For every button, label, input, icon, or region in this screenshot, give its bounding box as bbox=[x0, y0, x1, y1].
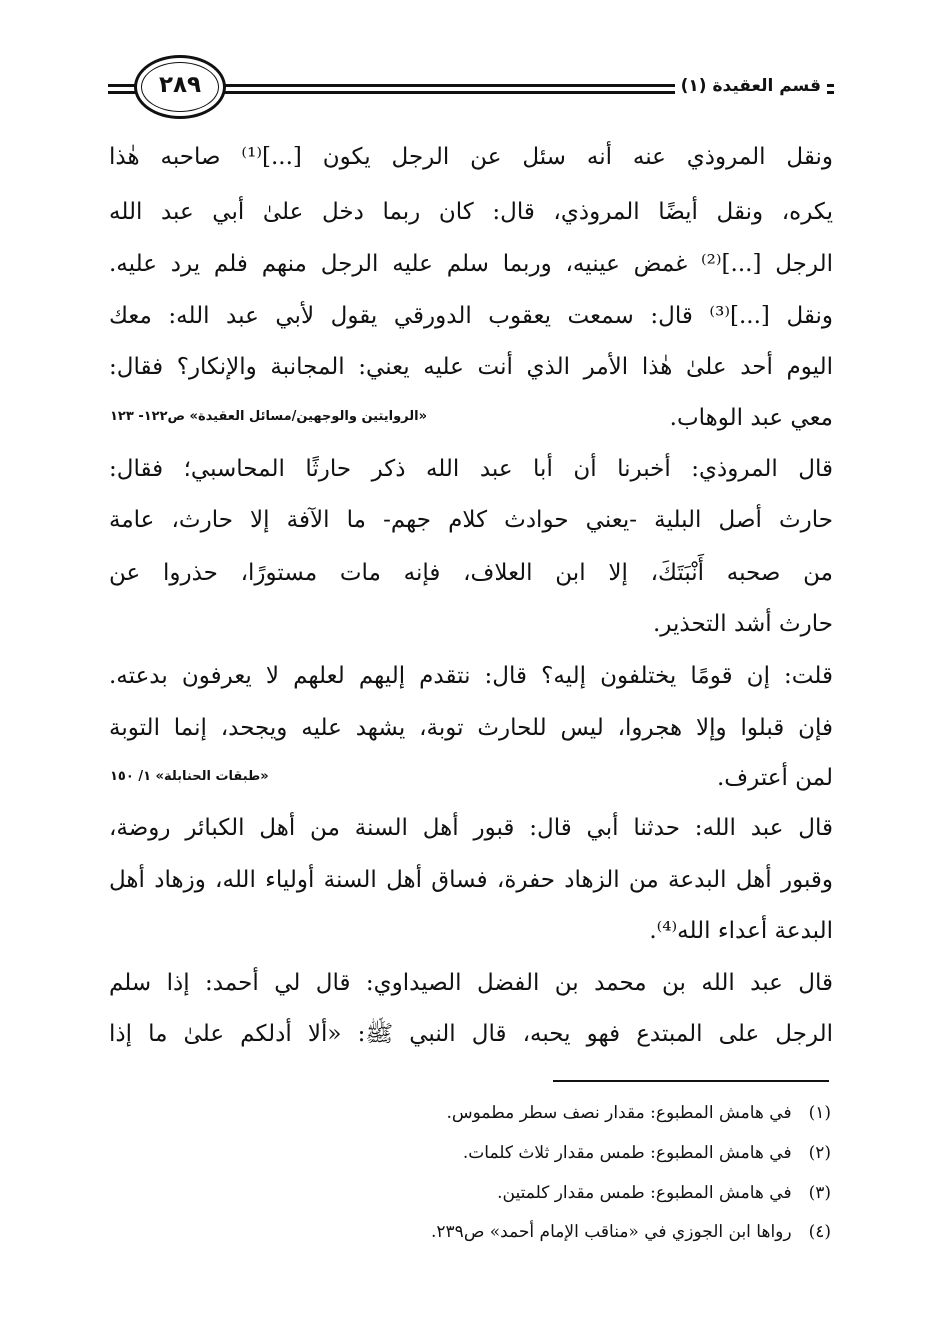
text-line: معي عبد الوهاب. bbox=[669, 405, 833, 431]
footnote bbox=[497, 1180, 831, 1206]
text-line: لمن أعترف. bbox=[716, 765, 833, 791]
footnote-rule bbox=[553, 1080, 829, 1082]
footnote bbox=[431, 1219, 831, 1245]
text-line: قال عبد الله بن محمد بن الفضل الصيداوي: قال لي أحمد: إذا سلم bbox=[109, 970, 833, 996]
source-citation: «الروايتين والوجهين/مسائل العقيدة» ص١٢٢- ١٢٣ bbox=[110, 409, 428, 424]
source-citation: «طبقات الحنابلة» ١/ ١٥٠ bbox=[110, 769, 269, 784]
text-line: ونقل [...]⁽³⁾ قال: سمعت يعقوب الدورقي يقول لأبي عبد الله: معك bbox=[109, 303, 834, 329]
footnote-text: في هامش المطبوع: مقدار نصف سطر مطموس. bbox=[446, 1103, 792, 1123]
text-line: ونقل المروذي عنه أنه سئل عن الرجل يكون [...]⁽¹⁾ صاحبه هٰذا bbox=[109, 144, 833, 170]
text-line: حارث أشد التحذير. bbox=[652, 611, 833, 637]
footnote bbox=[463, 1140, 831, 1166]
text-line: فإن قبلوا وإلا هجروا، ليس للحارث توبة، يشهد عليه ويجحد، إنما التوبة bbox=[109, 715, 833, 741]
text-line: قلت: إن قومًا يختلفون إليه؟ قال: نتقدم إليهم لعلهم لا يعرفون بدعته. bbox=[109, 663, 833, 689]
footnote-text: في هامش المطبوع: طمس مقدار ثلاث كلمات. bbox=[462, 1143, 792, 1163]
text-line: الرجل على المبتدع فهو يحبه، قال النبي ﷺ: «ألا أدلكم علىٰ ما إذا bbox=[109, 1021, 833, 1047]
text-line: من صحبه أَنْبَتَكَ، إلا ابن العلاف، فإنه مات مستورًا، حذروا عن bbox=[109, 560, 833, 586]
footnote-text: رواها ابن الجوزي في «مناقب الإمام أحمد» ص٢٣٩. bbox=[431, 1222, 792, 1242]
text-line: يكره، ونقل أيضًا المروذي، قال: كان ربما دخل علىٰ أبي عبد الله bbox=[109, 199, 833, 225]
text-line: حارث أصل البلية -يعني حوادث كلام جهم- ما الآفة إلا حارث، عامة bbox=[109, 507, 833, 533]
section-title: قسم العقيدة (١) bbox=[675, 76, 827, 96]
text-line: البدعة أعداء الله⁽⁴⁾. bbox=[649, 918, 833, 944]
text-line: اليوم أحد علىٰ هٰذا الأمر الذي أنت عليه يعني: المجانبة والإنكار؟ فقال: bbox=[109, 354, 833, 380]
text-line: قال المروذي: أخبرنا أن أبا عبد الله ذكر حارثًا المحاسبي؛ فقال: bbox=[109, 456, 833, 482]
footnote bbox=[446, 1100, 831, 1126]
footnote-number: (١) bbox=[808, 1103, 831, 1123]
page-number-badge bbox=[134, 55, 226, 119]
text-line: قال عبد الله: حدثنا أبي قال: قبور أهل السنة من أهل الكبائر روضة، bbox=[109, 815, 833, 841]
text-line: الرجل [...]⁽²⁾ غمض عينيه، وربما سلم عليه الرجل منهم فلم يرد عليه. bbox=[109, 251, 833, 277]
page-number: ٢٨٩ bbox=[158, 72, 202, 98]
footnote-number: (٢) bbox=[808, 1143, 831, 1163]
footnote-number: (٣) bbox=[808, 1183, 831, 1203]
text-line: وقبور أهل البدعة من الزهاد حفرة، فساق أهل السنة أولياء الله، وزهاد أهل bbox=[109, 867, 833, 893]
footnote-text: في هامش المطبوع: طمس مقدار كلمتين. bbox=[497, 1183, 792, 1203]
footnote-number: (٤) bbox=[808, 1222, 831, 1242]
